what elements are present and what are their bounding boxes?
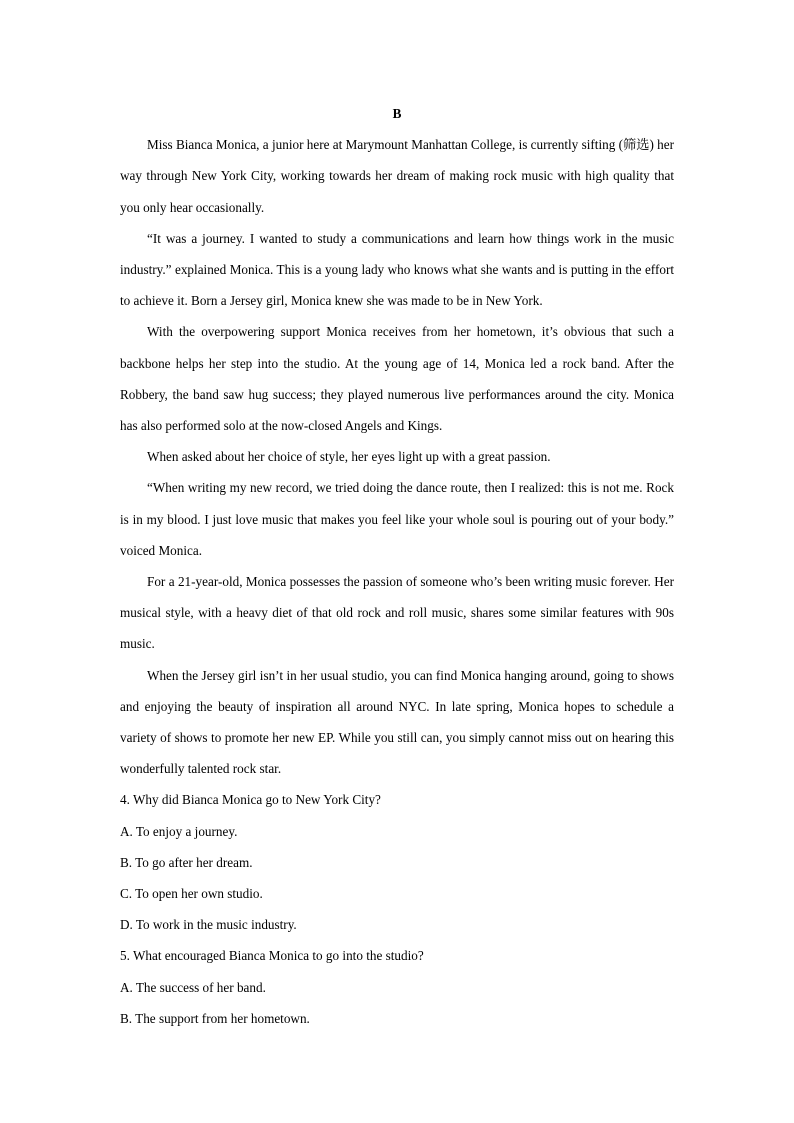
question-5 <box>120 940 674 1034</box>
answer-option-a: A. The success of her band. <box>120 979 266 995</box>
question-4 <box>120 784 674 940</box>
reading-passage <box>120 129 674 784</box>
passage-paragraph: For a 21-year-old, Monica possesses the passion of someone who’s been writing music forever. Her musical style, with a heavy diet of that old rock and roll music, shares some similar features with 90s music. <box>120 574 674 652</box>
section-title: B <box>392 106 402 121</box>
answer-option-d: D. To work in the music industry. <box>120 917 297 933</box>
answer-option-b: B. To go after her dream. <box>120 854 253 870</box>
passage-paragraph: Miss Bianca Monica, a junior here at Marymount Manhattan College, is currently sifting (筛选) her way through New York City, working towards her dream of making rock music with high quality that you only hear occasionally. <box>120 137 674 215</box>
answer-option-a: A. To enjoy a journey. <box>120 823 238 839</box>
passage-paragraph: With the overpowering support Monica receives from her hometown, it’s obvious that such a backbone helps her step into the studio. At the young age of 14, Monica led a rock band. After the Robbery, the band saw hug success; they played numerous live performances around the city. Monica has also performed solo at the now-closed Angels and Kings. <box>120 324 674 434</box>
page-content <box>120 98 674 1034</box>
passage-paragraph: When the Jersey girl isn’t in her usual studio, you can find Monica hanging around, going to shows and enjoying the beauty of inspiration all around NYC. In late spring, Monica hopes to schedule a variety of shows to promote her new EP. While you still can, you simply cannot miss out on hearing this wonderfully talented rock star. <box>120 667 674 777</box>
passage-paragraph: “When writing my new record, we tried doing the dance route, then I realized: this is not me. Rock is in my blood. I just love music that makes you feel like your whole soul is pouring out of your body.” voiced Monica. <box>120 480 674 558</box>
answer-option-c: C. To open her own studio. <box>120 886 263 902</box>
passage-paragraph: “It was a journey. I wanted to study a communications and learn how things work in the music industry.” explained Monica. This is a young lady who knows what she wants and is putting in the effort to achieve it. Born a Jersey girl, Monica knew she was made to be in New York. <box>120 230 674 309</box>
question-stem: 4. Why did Bianca Monica go to New York City? <box>120 792 381 808</box>
question-stem: 5. What encouraged Bianca Monica to go into the studio? <box>120 948 424 964</box>
answer-option-b: B. The support from her hometown. <box>120 1010 310 1026</box>
passage-paragraph: When asked about her choice of style, her eyes light up with a great passion. <box>147 449 551 465</box>
